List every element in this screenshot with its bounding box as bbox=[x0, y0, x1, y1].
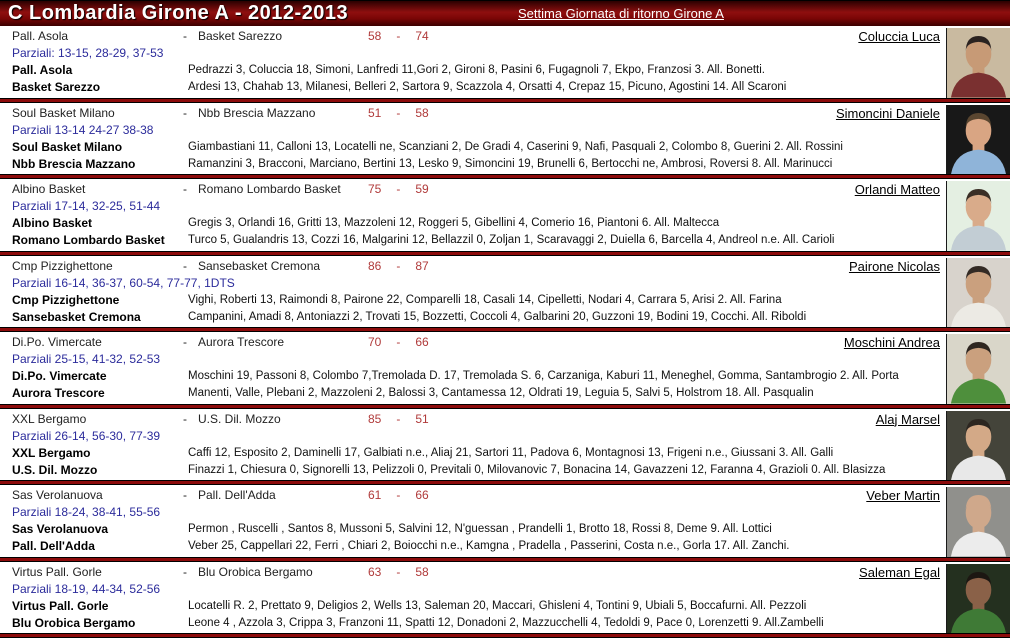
home-player-stats: Caffi 12, Esposito 2, Daminelli 17, Galbiati n.e., Aliaj 21, Sartori 11, Padova 6, Montagnosi 13, Frigeni n.e., Giussani 3. All. Galli bbox=[188, 446, 834, 459]
player-photo-placeholder bbox=[947, 181, 1010, 251]
player-photo bbox=[946, 411, 1010, 481]
game-block bbox=[0, 562, 1010, 634]
home-team-bold: Di.Po. Vimercate bbox=[12, 369, 107, 383]
away-score: 59 bbox=[415, 182, 429, 196]
home-score: 61 bbox=[368, 488, 382, 502]
away-team-name: Nbb Brescia Mazzano bbox=[198, 105, 316, 120]
score-dash: - bbox=[396, 29, 401, 43]
game-header-row bbox=[0, 411, 944, 428]
partials-row bbox=[0, 428, 944, 445]
home-player-stats: Gregis 3, Orlandi 16, Gritti 13, Mazzoleni 12, Roggeri 5, Gibellini 4, Comerio 16, Piantoni 6. All. Maltecca bbox=[188, 217, 720, 229]
home-score: 75 bbox=[368, 182, 382, 196]
partials-text: Parziali 26-14, 56-30, 77-39 bbox=[12, 428, 161, 443]
away-team-group bbox=[183, 105, 315, 122]
dash-separator: - bbox=[183, 335, 187, 349]
away-score: 87 bbox=[415, 258, 429, 273]
partials-text: Parziali 18-19, 44-34, 52-56 bbox=[12, 581, 161, 596]
top-player-link[interactable]: Saleman Egal bbox=[859, 564, 940, 580]
game-block bbox=[0, 256, 1010, 328]
dash-separator: - bbox=[183, 182, 187, 196]
final-score bbox=[368, 487, 429, 504]
away-team-bold: U.S. Dil. Mozzo bbox=[12, 462, 98, 477]
game-header-row bbox=[0, 181, 944, 198]
dash-separator: - bbox=[183, 411, 187, 426]
away-team-bold: Aurora Trescore bbox=[12, 386, 105, 400]
home-team-bold: Albino Basket bbox=[12, 216, 93, 230]
home-stats-row bbox=[0, 521, 944, 538]
home-score: 63 bbox=[368, 564, 382, 579]
away-team-name: Pall. Dell'Adda bbox=[198, 488, 276, 502]
home-team-bold: Soul Basket Milano bbox=[12, 139, 123, 154]
home-stats-row bbox=[0, 445, 944, 462]
home-player-stats: Vighi, Roberti 13, Raimondi 8, Pairone 22, Comparelli 18, Casali 14, Cipelletti, Nodari 4, Carrara 5, Arisi 2. All. Farina bbox=[188, 293, 782, 306]
away-player-stats: Turco 5, Gualandris 13, Cozzi 16, Malgarini 12, Bellazzil 0, Zoljan 1, Scaravaggi 2, Duiella 6, Barcella 4, Andreol n.e. All. Carioli bbox=[188, 234, 835, 246]
page-header bbox=[0, 0, 1010, 26]
player-photo bbox=[946, 564, 1010, 634]
away-score: 58 bbox=[415, 564, 429, 579]
away-team-name: Sansebasket Cremona bbox=[198, 258, 321, 273]
partials-row bbox=[0, 198, 944, 215]
game-header-row bbox=[0, 334, 944, 351]
away-team-group bbox=[183, 28, 282, 45]
home-team-name: Di.Po. Vimercate bbox=[12, 335, 102, 349]
top-player-link[interactable]: Pairone Nicolas bbox=[848, 258, 940, 274]
away-team-group bbox=[183, 258, 320, 275]
game-header-row bbox=[0, 564, 944, 581]
home-score: 86 bbox=[368, 258, 382, 273]
home-stats-row bbox=[0, 62, 944, 79]
game-block bbox=[0, 485, 1010, 557]
away-score: 66 bbox=[415, 488, 429, 502]
partials-row bbox=[0, 351, 944, 368]
player-photo-placeholder bbox=[947, 28, 1010, 98]
away-player-stats: Ardesi 13, Chahab 13, Milanesi, Belleri 2, Sartora 9, Scazzola 4, Orsatti 4, Crepaz 15, Picuno, Agostini 14. All Scaroni bbox=[188, 81, 787, 93]
away-stats-row bbox=[0, 232, 944, 249]
home-player-stats: Permon , Ruscelli , Santos 8, Mussoni 5, Salvini 12, N'guessan , Prandelli 1, Brotto 18, Rossi 8, Deme 9. All. Lottici bbox=[188, 523, 772, 535]
away-player-stats: Veber 25, Cappellari 22, Ferri , Chiari 2, Boiocchi n.e., Kamgna , Pradella , Passerini, Costa n.e., Gorla 17. All. Zanchi. bbox=[188, 540, 790, 552]
away-stats-row bbox=[0, 79, 944, 96]
away-team-bold: Nbb Brescia Mazzano bbox=[12, 156, 136, 171]
home-player-stats: Giambastiani 11, Calloni 13, Locatelli ne, Scanziani 2, De Gradi 4, Caserini 9, Nafi, Pasquali 2, Colombo 8, Guerini 2. All. Rossini bbox=[188, 140, 843, 153]
away-team-name: Basket Sarezzo bbox=[198, 29, 283, 43]
away-team-group bbox=[183, 411, 281, 428]
home-team-name: Sas Verolanuova bbox=[12, 488, 103, 502]
dash-separator: - bbox=[183, 29, 187, 43]
home-stats-row bbox=[0, 215, 944, 232]
game-header-row bbox=[0, 105, 944, 122]
player-photo bbox=[946, 181, 1010, 251]
away-player-stats: Manenti, Valle, Plebani 2, Mazzoleni 2, Balossi 3, Cantamessa 12, Oldrati 19, Leguia 5, Salvi 5, Holstrom 18. All. Pasqualin bbox=[188, 387, 814, 399]
away-team-bold: Pall. Dell'Adda bbox=[12, 539, 95, 553]
home-team-name: Soul Basket Milano bbox=[12, 105, 115, 120]
home-stats-row bbox=[0, 292, 944, 309]
away-team-group bbox=[183, 334, 284, 351]
home-team-bold: Pall. Asola bbox=[12, 63, 73, 77]
partials-text: Parziali 17-14, 32-25, 51-44 bbox=[12, 199, 161, 213]
player-photo bbox=[946, 487, 1010, 557]
page-title: C Lombardia Girone A - 2012-2013 bbox=[8, 2, 349, 24]
home-score: 58 bbox=[368, 29, 382, 43]
dash-separator: - bbox=[183, 258, 187, 273]
player-photo-placeholder bbox=[947, 258, 1010, 328]
partials-row bbox=[0, 45, 944, 62]
score-dash: - bbox=[396, 105, 401, 120]
away-team-bold: Romano Lombardo Basket bbox=[12, 233, 165, 247]
score-dash: - bbox=[396, 564, 401, 579]
dash-separator: - bbox=[183, 105, 187, 120]
home-team-name: Albino Basket bbox=[12, 182, 86, 196]
score-dash: - bbox=[396, 182, 401, 196]
top-player-link[interactable]: Veber Martin bbox=[866, 488, 940, 503]
game-block bbox=[0, 179, 1010, 251]
away-team-bold: Blu Orobica Bergamo bbox=[12, 615, 136, 630]
game-header-row bbox=[0, 487, 944, 504]
game-header-row bbox=[0, 28, 944, 45]
away-team-name: Blu Orobica Bergamo bbox=[198, 564, 313, 579]
block-separator bbox=[0, 633, 1010, 638]
top-player-link[interactable]: Moschini Andrea bbox=[843, 335, 940, 350]
home-score: 85 bbox=[368, 411, 382, 426]
player-photo-placeholder bbox=[947, 564, 1010, 634]
away-score: 51 bbox=[415, 411, 429, 426]
player-photo-placeholder bbox=[947, 105, 1010, 175]
home-stats-row bbox=[0, 139, 944, 156]
home-score: 51 bbox=[368, 105, 382, 120]
home-team-bold: Virtus Pall. Gorle bbox=[12, 598, 109, 613]
game-block bbox=[0, 103, 1010, 175]
partials-text: Parziali 13-14 24-27 38-38 bbox=[12, 122, 154, 137]
away-player-stats: Leone 4 , Azzola 3, Crippa 3, Franzoni 11, Spatti 12, Donadoni 2, Mazzucchelli 4, Tedoldi 9, Pace 0, Lorenzetti 9. All.Zambelli bbox=[188, 616, 824, 629]
away-stats-row bbox=[0, 462, 944, 479]
away-team-name: Romano Lombardo Basket bbox=[198, 182, 341, 196]
final-score bbox=[368, 28, 429, 45]
away-score: 58 bbox=[415, 105, 429, 120]
player-photo bbox=[946, 258, 1010, 328]
partials-row bbox=[0, 504, 944, 521]
away-player-stats: Campanini, Amadi 8, Antoniazzi 2, Trovati 15, Bozzetti, Coccoli 4, Galbarini 20, Guzzoni 19, Bodini 19, Cocchi. All. Riboldi bbox=[188, 310, 807, 323]
player-photo-placeholder bbox=[947, 411, 1010, 481]
home-team-bold: Cmp Pizzighettone bbox=[12, 292, 120, 307]
home-team-name: Pall. Asola bbox=[12, 29, 69, 43]
home-player-stats: Locatelli R. 2, Prettato 9, Deligios 2, Wells 13, Saleman 20, Maccari, Ghisleni 4, Tontini 9, Ubiali 5, Boccafurni. All. Pezzoli bbox=[188, 599, 807, 612]
score-dash: - bbox=[396, 258, 401, 273]
score-dash: - bbox=[396, 335, 401, 349]
home-team-name: Cmp Pizzighettone bbox=[12, 258, 113, 273]
partials-row bbox=[0, 581, 944, 598]
dash-separator: - bbox=[183, 564, 187, 579]
game-block bbox=[0, 409, 1010, 481]
player-photo bbox=[946, 334, 1010, 404]
top-player-link[interactable]: Alaj Marsel bbox=[875, 411, 940, 427]
away-team-group bbox=[183, 181, 341, 198]
top-player-link[interactable]: Simoncini Daniele bbox=[835, 105, 940, 121]
score-dash: - bbox=[396, 411, 401, 426]
game-header-row bbox=[0, 258, 944, 275]
away-stats-row bbox=[0, 385, 944, 402]
away-team-name: U.S. Dil. Mozzo bbox=[198, 411, 281, 426]
final-score bbox=[368, 181, 429, 198]
home-team-bold: Sas Verolanuova bbox=[12, 522, 109, 536]
away-player-stats: Finazzi 1, Chiesura 0, Signorelli 13, Pelizzoli 0, Previtali 0, Milovanovic 7, Bonacina 14, Gavazzeni 12, Faranna 4, Grazioli 0. All. Blasizza bbox=[188, 463, 886, 476]
player-photo-placeholder bbox=[947, 334, 1010, 404]
partials-text: Parziali 16-14, 36-37, 60-54, 77-77, 1DTS bbox=[12, 275, 235, 290]
top-player-link[interactable]: Coluccia Luca bbox=[858, 29, 940, 44]
final-score bbox=[368, 411, 429, 428]
home-stats-row bbox=[0, 598, 944, 615]
home-team-name: XXL Bergamo bbox=[12, 411, 87, 426]
player-photo bbox=[946, 105, 1010, 175]
away-stats-row bbox=[0, 156, 944, 173]
home-team-name: Virtus Pall. Gorle bbox=[12, 564, 102, 579]
partials-text: Parziali: 13-15, 28-29, 37-53 bbox=[12, 46, 164, 60]
home-team-bold: XXL Bergamo bbox=[12, 445, 91, 460]
game-block bbox=[0, 26, 1010, 98]
partials-text: Parziali 18-24, 38-41, 55-56 bbox=[12, 505, 161, 519]
partials-row bbox=[0, 275, 944, 292]
home-stats-row bbox=[0, 368, 944, 385]
home-player-stats: Pedrazzi 3, Coluccia 18, Simoni, Lanfredi 11,Gori 2, Gironi 8, Pasini 6, Fugagnoli 7, Ekpo, Franzosi 3. All. Bonetti. bbox=[188, 64, 765, 76]
away-team-bold: Sansebasket Cremona bbox=[12, 309, 141, 324]
final-score bbox=[368, 334, 429, 351]
away-stats-row bbox=[0, 538, 944, 555]
home-player-stats: Moschini 19, Passoni 8, Colombo 7,Tremolada D. 17, Tremolada S. 6, Carzaniga, Kaburi 11, Meneghel, Gomma, Santambrogio 2. All. Porta bbox=[188, 370, 899, 382]
dash-separator: - bbox=[183, 488, 187, 502]
away-player-stats: Ramanzini 3, Bracconi, Marciano, Bertini 13, Lesko 9, Simoncini 19, Brunelli 6, Bertocchi ne, Ambrosi, Roversi 8. All. Marinucci bbox=[188, 157, 833, 170]
player-photo bbox=[946, 28, 1010, 98]
partials-text: Parziali 25-15, 41-32, 52-53 bbox=[12, 352, 161, 366]
game-block bbox=[0, 332, 1010, 404]
score-dash: - bbox=[396, 488, 401, 502]
away-score: 74 bbox=[415, 29, 429, 43]
games-list bbox=[0, 26, 1010, 638]
away-stats-row bbox=[0, 309, 944, 326]
away-stats-row bbox=[0, 615, 944, 632]
away-team-bold: Basket Sarezzo bbox=[12, 80, 101, 94]
top-player-link[interactable]: Orlandi Matteo bbox=[854, 182, 940, 197]
away-score: 66 bbox=[415, 335, 429, 349]
home-score: 70 bbox=[368, 335, 382, 349]
away-team-group bbox=[183, 487, 276, 504]
away-team-group bbox=[183, 564, 313, 581]
player-photo-placeholder bbox=[947, 487, 1010, 557]
partials-row bbox=[0, 122, 944, 139]
final-score bbox=[368, 258, 429, 275]
final-score bbox=[368, 105, 429, 122]
round-subtitle-link[interactable]: Settima Giornata di ritorno Girone A bbox=[518, 6, 724, 21]
away-team-name: Aurora Trescore bbox=[198, 335, 285, 349]
final-score bbox=[368, 564, 429, 581]
